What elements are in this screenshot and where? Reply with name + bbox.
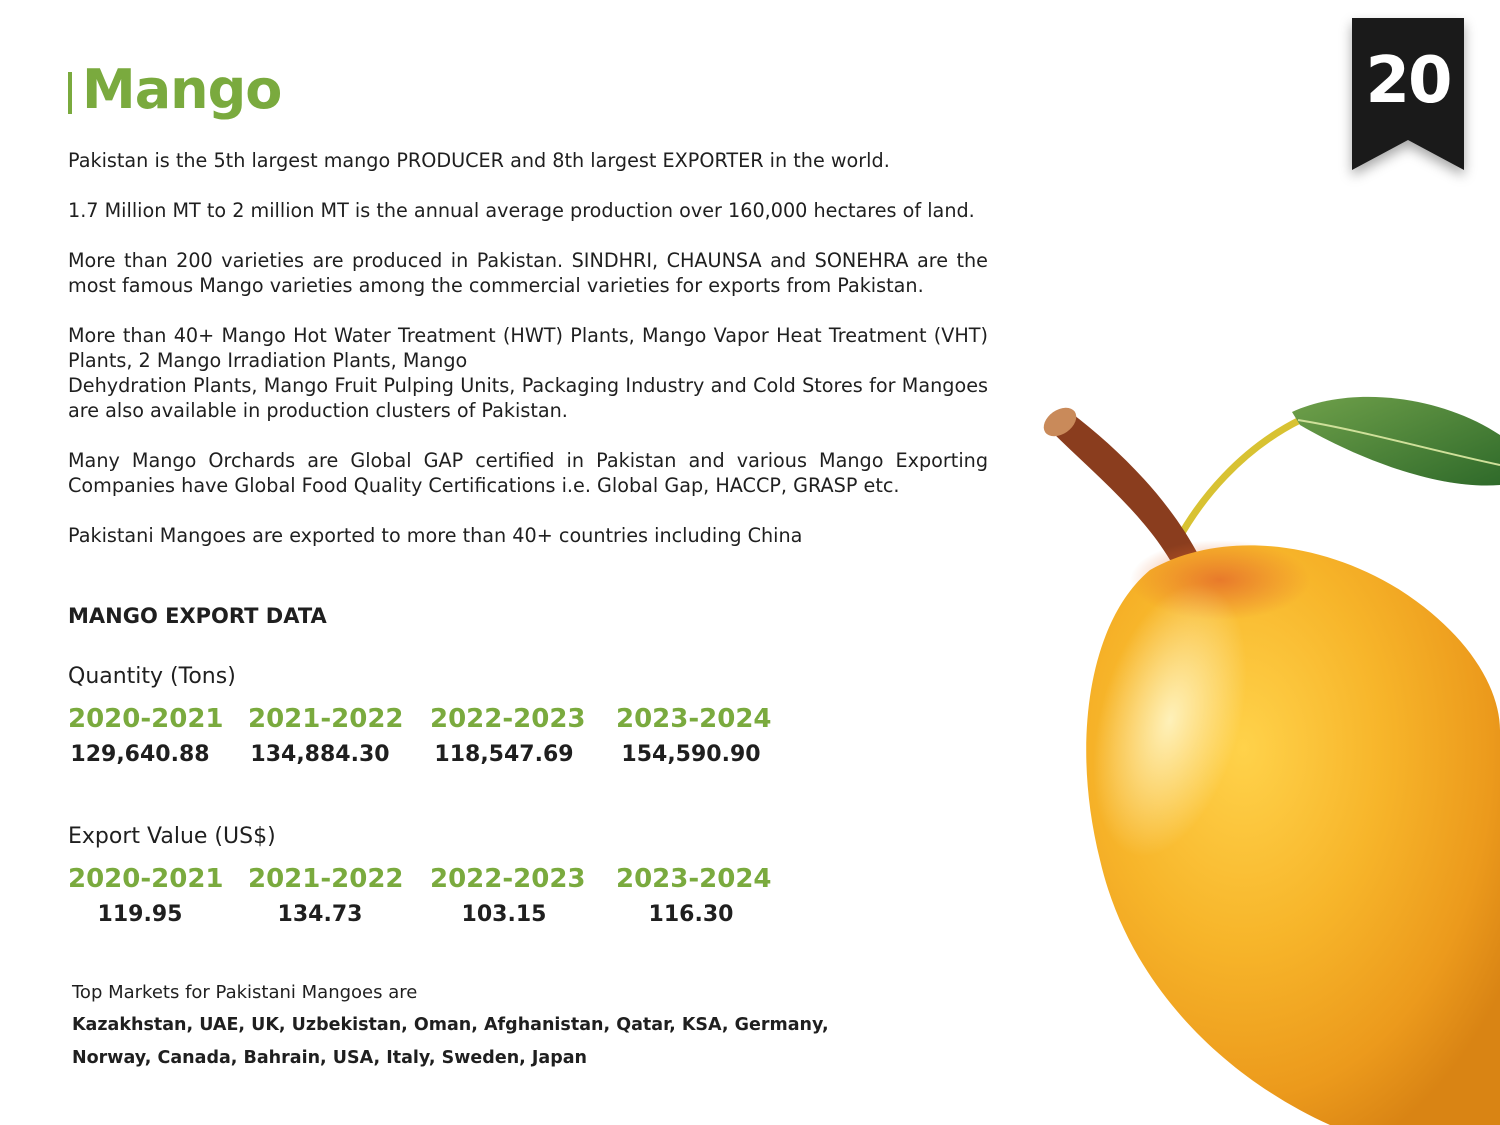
markets-list-line1: Kazakhstan, UAE, UK, Uzbekistan, Oman, Afghanistan, Qatar, KSA, Germany,: [72, 1015, 829, 1035]
quantity-value: 134,884.30: [250, 742, 390, 767]
quantity-table: [68, 704, 788, 767]
export-value: 116.30: [648, 902, 734, 927]
paragraph-certification: Many Mango Orchards are Global GAP certified in Pakistan and various Mango Exporting Companies have Global Food Quality Certifications i.e. Global Gap, HACCP, GRASP etc.: [68, 449, 988, 497]
title-block: [68, 58, 281, 122]
export-value-title: Export Value (US$): [68, 824, 276, 849]
quantity-year: 2021-2022: [248, 704, 404, 734]
quantity-value: 129,640.88: [70, 742, 210, 767]
export-value: 119.95: [97, 902, 183, 927]
paragraph-producer: Pakistan is the 5th largest mango PRODUCER and 8th largest EXPORTER in the world.: [68, 149, 890, 172]
page-number: 20: [1365, 44, 1451, 118]
export-value: 134.73: [277, 902, 363, 927]
paragraph-dehydration: Dehydration Plants, Mango Fruit Pulping Units, Packaging Industry and Cold Stores for Mangoes are also available in production clusters of Pakistan.: [68, 374, 988, 422]
value-year: 2023-2024: [616, 864, 772, 894]
top-markets: [72, 976, 872, 1075]
quantity-value: 154,590.90: [621, 742, 761, 767]
markets-list-line2: Norway, Canada, Bahrain, USA, Italy, Sweden, Japan: [72, 1048, 588, 1068]
export-value-table: [68, 864, 788, 927]
intro-text: [68, 148, 988, 573]
value-year: 2022-2023: [430, 864, 586, 894]
quantity-year: 2023-2024: [616, 704, 772, 734]
value-year: 2020-2021: [68, 864, 224, 894]
title-accent-bar: [68, 72, 72, 114]
quantity-value: 118,547.69: [434, 742, 574, 767]
paragraph-countries: Pakistani Mangoes are exported to more than 40+ countries including China: [68, 524, 803, 547]
paragraph-varieties: More than 200 varieties are produced in Pakistan. SINDHRI, CHAUNSA and SONEHRA are the most famous Mango varieties among the commercial varieties for exports from Pakistan.: [68, 249, 988, 297]
page-number-badge: [1352, 18, 1464, 170]
export-value: 103.15: [461, 902, 547, 927]
export-section-title: MANGO EXPORT DATA: [68, 604, 327, 628]
paragraph-plants: More than 40+ Mango Hot Water Treatment (HWT) Plants, Mango Vapor Heat Treatment (VHT) Plants, 2 Mango Irradiation Plants, Mango: [68, 324, 988, 372]
page-title: Mango: [82, 58, 282, 121]
mango-image: [1000, 390, 1500, 1125]
value-year: 2021-2022: [248, 864, 404, 894]
quantity-year: 2022-2023: [430, 704, 586, 734]
quantity-year: 2020-2021: [68, 704, 224, 734]
markets-intro: Top Markets for Pakistani Mangoes are: [72, 982, 418, 1003]
paragraph-production: 1.7 Million MT to 2 million MT is the annual average production over 160,000 hectares of land.: [68, 199, 975, 222]
quantity-title: Quantity (Tons): [68, 664, 236, 689]
